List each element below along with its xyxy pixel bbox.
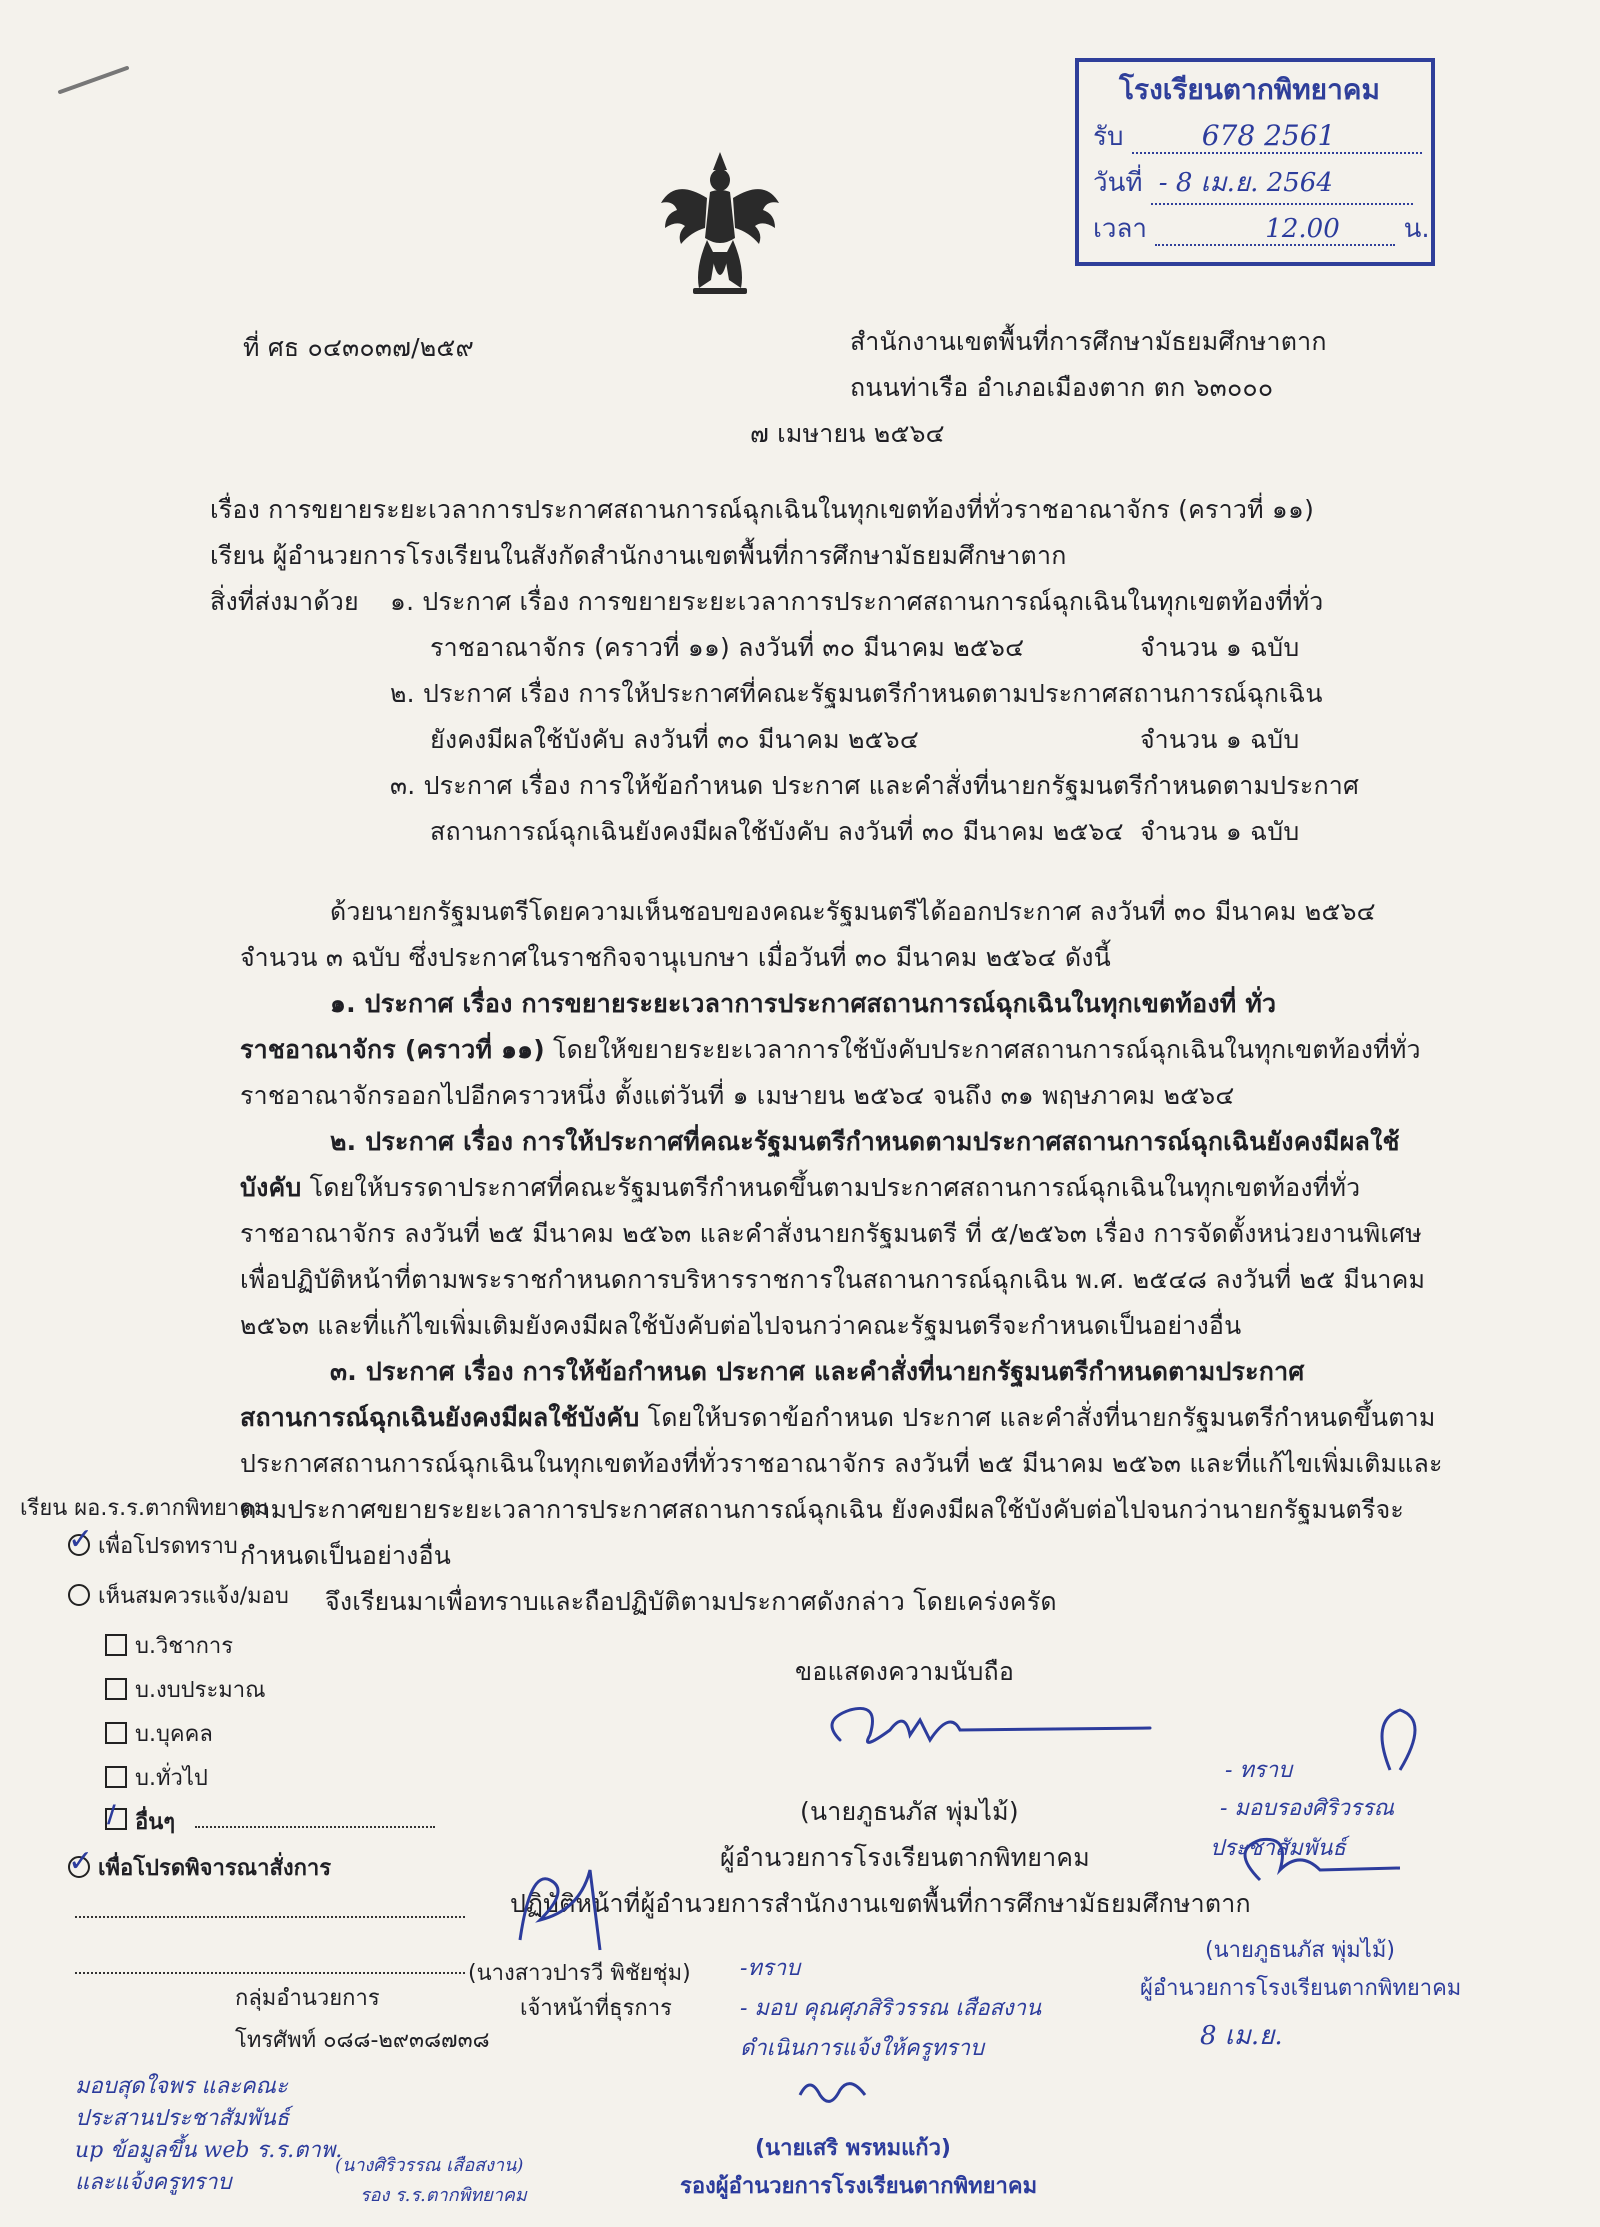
director-signature-mark <box>810 1690 1160 1770</box>
office-name: สำนักงานเขตพื้นที่การศึกษามัธยมศึกษาตาก <box>850 327 1327 356</box>
dept-other-line <box>195 1826 435 1828</box>
routing-line-2 <box>75 1972 465 1974</box>
para3-line2 <box>240 1398 1436 1438</box>
para3-line2-bold: สถานการณ์ฉุกเฉินยังคงมีผลใช้บังคับ <box>240 1403 640 1432</box>
checkmark-icon: / <box>107 1800 116 1828</box>
mid-note-1: -ทราบ <box>740 1956 801 1981</box>
opt-acknowledge[interactable] <box>68 1522 238 1563</box>
enclosure-3-line1: ๓. ประกาศ เรื่อง การให้ข้อกำหนด ประกาศ และคำสั่งที่นายกรัฐมนตรีกำหนดตามประกาศ <box>390 771 1360 800</box>
opt-consider-radio[interactable] <box>68 1844 94 1879</box>
opt-acknowledge-radio[interactable] <box>68 1522 94 1557</box>
routing-line-1 <box>75 1916 465 1918</box>
left-sign: (นางศิริวรรณ เสือสงาน) <box>335 2155 524 2176</box>
opt-assign-radio[interactable] <box>68 1584 90 1606</box>
left-note-2: ประสานประชาสัมพันธ์ <box>75 2106 290 2131</box>
opt-assign[interactable] <box>68 1578 289 1613</box>
left-note-3: up ข้อมูลขึ้น web ร.ร.ตาพ. <box>75 2138 343 2163</box>
para3-line5: กำหนดเป็นอย่างอื่น <box>240 1541 452 1570</box>
intro-line1: ด้วยนายกรัฐมนตรีโดยความเห็นชอบของคณะรัฐมนตรีได้ออกประกาศ ลงวันที่ ๓๐ มีนาคม ๒๕๖๔ <box>330 897 1376 926</box>
enclosure-2-qty: จำนวน ๑ ฉบับ <box>1140 725 1300 754</box>
dept-general-label: บ.ทั่วไป <box>135 1766 208 1791</box>
stamp-receive-no: 678 2561 <box>1201 119 1336 152</box>
para1-line2-bold: ราชอาณาจักร (คราวที่ ๑๑) <box>240 1035 545 1064</box>
clerk-signature-mark <box>500 1850 640 1970</box>
right-name: (นายภูธนภัส พุ่มไม้) <box>1205 1938 1395 1963</box>
reference-number: ที่ ศธ ๐๔๓๐๓๗/๒๕๙ <box>243 333 475 362</box>
para1-line3: ราชอาณาจักรออกไปอีกคราวหนึ่ง ตั้งแต่วันที่ ๑ เมษายน ๒๕๖๔ จนถึง ๓๑ พฤษภาคม ๒๕๖๔ <box>240 1081 1235 1110</box>
enclosure-1-qty: จำนวน ๑ ฉบับ <box>1140 633 1300 662</box>
para2-line2-rest: โดยให้บรรดาประกาศที่คณะรัฐมนตรีกำหนดขึ้นตามประกาศสถานการณ์ฉุกเฉินในทุกเขตท้องที่ทั่ว <box>301 1173 1361 1202</box>
clerk-name: (นางสาวปารวี พิชัยชุ่ม) <box>468 1961 691 1986</box>
pencil-mark <box>55 60 135 100</box>
stamp-school: โรงเรียนตากพิทยาคม <box>1119 73 1380 106</box>
left-note-4: และแจ้งครูทราบ <box>75 2170 232 2195</box>
subject: เรื่อง การขยายระยะเวลาการประกาศสถานการณ์ฉุกเฉินในทุกเขตท้องที่ทั่วราชอาณาจักร (คราวที่ ๑๑) <box>210 495 1315 524</box>
para2-line4: เพื่อปฏิบัติหน้าที่ตามพระราชกำหนดการบริหารราชการในสถานการณ์ฉุกเฉิน พ.ศ. ๒๕๔๘ ลงวันที่ ๒๕ มีนาคม <box>240 1265 1426 1294</box>
stamp-receive-row <box>1093 116 1422 157</box>
dept-general[interactable] <box>105 1760 208 1795</box>
dept-academic-label: บ.วิชาการ <box>135 1634 234 1659</box>
opt-consider[interactable] <box>68 1844 332 1885</box>
department: กลุ่มอำนวยการ <box>235 1986 380 2011</box>
right-note-2: - มอบรองศิริวรรณ <box>1220 1796 1395 1821</box>
dept-budget-label: บ.งบประมาณ <box>135 1678 266 1703</box>
dept-academic-checkbox[interactable] <box>105 1634 127 1656</box>
checkmark-icon: ✓ <box>68 1844 94 1879</box>
dept-academic[interactable] <box>105 1628 233 1663</box>
stamp-time-label: เวลา <box>1093 214 1148 244</box>
opt-acknowledge-label: เพื่อโปรดทราบ <box>98 1534 238 1559</box>
enclosures-label: สิ่งที่ส่งมาด้วย <box>210 587 359 616</box>
director-position: ผู้อำนวยการโรงเรียนตากพิทยาคม <box>720 1843 1090 1872</box>
para2-line3: ราชอาณาจักร ลงวันที่ ๒๕ มีนาคม ๒๕๖๓ และคำสั่งนายกรัฐมนตรี ที่ ๕/๒๕๖๓ เรื่อง การจัดตั้งหน่วยงานพิเศษ <box>240 1219 1422 1248</box>
letter-date: ๗ เมษายน ๒๕๖๔ <box>750 419 945 448</box>
phone: โทรศัพท์ ๐๘๘-๒๙๓๘๗๓๘ <box>235 2028 490 2053</box>
right-note-1: - ทราบ <box>1225 1758 1293 1783</box>
stamp-date-value: - 8 เม.ย. 2564 <box>1158 168 1333 198</box>
enclosure-2-line2: ยังคงมีผลใช้บังคับ ลงวันที่ ๓๐ มีนาคม ๒๕๖๔ <box>430 725 919 754</box>
enclosure-3-line2: สถานการณ์ฉุกเฉินยังคงมีผลใช้บังคับ ลงวันที่ ๓๐ มีนาคม ๒๕๖๔ <box>430 817 1124 846</box>
opt-consider-label: เพื่อโปรดพิจารณาสั่งการ <box>98 1856 332 1881</box>
enclosure-3-qty: จำนวน ๑ ฉบับ <box>1140 817 1300 846</box>
dept-other-label: อื่นๆ <box>135 1810 176 1835</box>
dept-general-checkbox[interactable] <box>105 1766 127 1788</box>
addressee: เรียน ผู้อำนวยการโรงเรียนในสังกัดสำนักงานเขตพื้นที่การศึกษามัธยมศึกษาตาก <box>210 541 1067 570</box>
dept-personnel[interactable] <box>105 1716 213 1751</box>
mid-note-3: ดำเนินการแจ้งให้ครูทราบ <box>740 2036 984 2061</box>
para1-line1: ๑. ประกาศ เรื่อง การขยายระยะเวลาการประกาศสถานการณ์ฉุกเฉินในทุกเขตท้องที่ ทั่ว <box>330 989 1277 1018</box>
para3-line1: ๓. ประกาศ เรื่อง การให้ข้อกำหนด ประกาศ และคำสั่งที่นายกรัฐมนตรีกำหนดตามประกาศ <box>330 1357 1305 1386</box>
stamp-date-row <box>1093 162 1413 205</box>
enclosure-1-line1: ๑. ประกาศ เรื่อง การขยายระยะเวลาการประกาศสถานการณ์ฉุกเฉินในทุกเขตท้องที่ทั่ว <box>390 587 1324 616</box>
left-sign-role: รอง ร.ร.ตากพิทยาคม <box>360 2185 527 2206</box>
enclosure-2-line1: ๒. ประกาศ เรื่อง การให้ประกาศที่คณะรัฐมนตรีกำหนดตามประกาศสถานการณ์ฉุกเฉิน <box>390 679 1323 708</box>
routing-to: เรียน ผอ.ร.ร.ตากพิทยาคม <box>20 1496 269 1521</box>
para1-line2-rest: โดยให้ขยายระยะเวลาการใช้บังคับประกาศสถานการณ์ฉุกเฉินในทุกเขตท้องที่ทั่ว <box>544 1035 1421 1064</box>
stamp-receive-label: รับ <box>1093 122 1124 152</box>
garuda-emblem-icon <box>655 148 785 308</box>
dept-personnel-checkbox[interactable] <box>105 1722 127 1744</box>
regards: ขอแสดงความนับถือ <box>795 1657 1015 1686</box>
para2-line2 <box>240 1168 1360 1208</box>
receipt-stamp <box>1075 58 1435 266</box>
para3-line4: ตามประกาศขยายระยะเวลาการประกาศสถานการณ์ฉุกเฉิน ยังคงมีผลใช้บังคับต่อไปจนกว่านายกรัฐมนตรีจะ <box>240 1495 1405 1524</box>
director-acting-position: ปฏิบัติหน้าที่ผู้อำนวยการสำนักงานเขตพื้นที่การศึกษามัธยมศึกษาตาก <box>510 1889 1251 1918</box>
mid-sign-name: (นายเสริ พรหมแก้ว) <box>755 2136 951 2161</box>
left-note-1: มอบสุดใจพร และคณะ <box>75 2074 288 2099</box>
para3-line2-rest: โดยให้บรดาข้อกำหนด ประกาศ และคำสั่งที่นายกรัฐมนตรีกำหนดขึ้นตาม <box>639 1403 1436 1432</box>
checkmark-icon: ✓ <box>68 1522 94 1557</box>
right-signature-mark <box>1200 1700 1450 1910</box>
dept-other-checkbox[interactable] <box>105 1800 127 1830</box>
para1-line2 <box>240 1030 1421 1070</box>
dept-budget-checkbox[interactable] <box>105 1678 127 1700</box>
stamp-time-value: 12.00 <box>1265 214 1340 244</box>
para2-line1: ๒. ประกาศ เรื่อง การให้ประกาศที่คณะรัฐมนตรีกำหนดตามประกาศสถานการณ์ฉุกเฉินยังคงมีผลใช้ <box>330 1127 1400 1156</box>
right-role: ผู้อำนวยการโรงเรียนตากพิทยาคม <box>1140 1976 1462 2001</box>
right-date: 8 เม.ย. <box>1200 2021 1283 2051</box>
para3-line3: ประกาศสถานการณ์ฉุกเฉินในทุกเขตท้องที่ทั่วราชอาณาจักร ลงวันที่ ๒๕ มีนาคม ๒๕๖๓ และที่แก้ไขเพิ่มเติมและ <box>240 1449 1443 1478</box>
dept-personnel-label: บ.บุคคล <box>135 1722 213 1747</box>
director-name: (นายภูธนภัส พุ่มไม้) <box>800 1797 1019 1826</box>
clerk-role: เจ้าหน้าที่ธุรการ <box>520 1996 672 2021</box>
mid-note-2: - มอบ คุณศุภสิริวรรณ เสือสงาน <box>740 1996 1042 2021</box>
stamp-time-row <box>1093 208 1430 249</box>
enclosure-1-line2: ราชอาณาจักร (คราวที่ ๑๑) ลงวันที่ ๓๐ มีนาคม ๒๕๖๔ <box>430 633 1025 662</box>
dept-other[interactable] <box>105 1800 176 1839</box>
para2-line2-bold: บังคับ <box>240 1173 302 1202</box>
mid-signature-mark <box>790 2065 880 2115</box>
stamp-time-unit: น. <box>1403 214 1430 244</box>
intro-line2: จำนวน ๓ ฉบับ ซึ่งประกาศในราชกิจจานุเบกษา เมื่อวันที่ ๓๐ มีนาคม ๒๕๖๔ ดังนี้ <box>240 943 1111 972</box>
closing-line: จึงเรียนมาเพื่อทราบและถือปฏิบัติตามประกาศดังกล่าว โดยเคร่งครัด <box>325 1587 1057 1616</box>
opt-assign-label: เห็นสมควรแจ้ง/มอบ <box>98 1584 289 1609</box>
dept-budget[interactable] <box>105 1672 266 1707</box>
stamp-date-label: วันที่ <box>1093 168 1143 198</box>
para2-line5: ๒๕๖๓ และที่แก้ไขเพิ่มเติมยังคงมีผลใช้บังคับต่อไปจนกว่าคณะรัฐมนตรีจะกำหนดเป็นอย่างอื่น <box>240 1311 1242 1340</box>
office-address: ถนนท่าเรือ อำเภอเมืองตาก ตก ๖๓๐๐๐ <box>850 373 1274 402</box>
mid-sign-role: รองผู้อำนวยการโรงเรียนตากพิทยาคม <box>680 2174 1038 2199</box>
right-note-3: ประชาสัมพันธ์ <box>1210 1836 1346 1861</box>
